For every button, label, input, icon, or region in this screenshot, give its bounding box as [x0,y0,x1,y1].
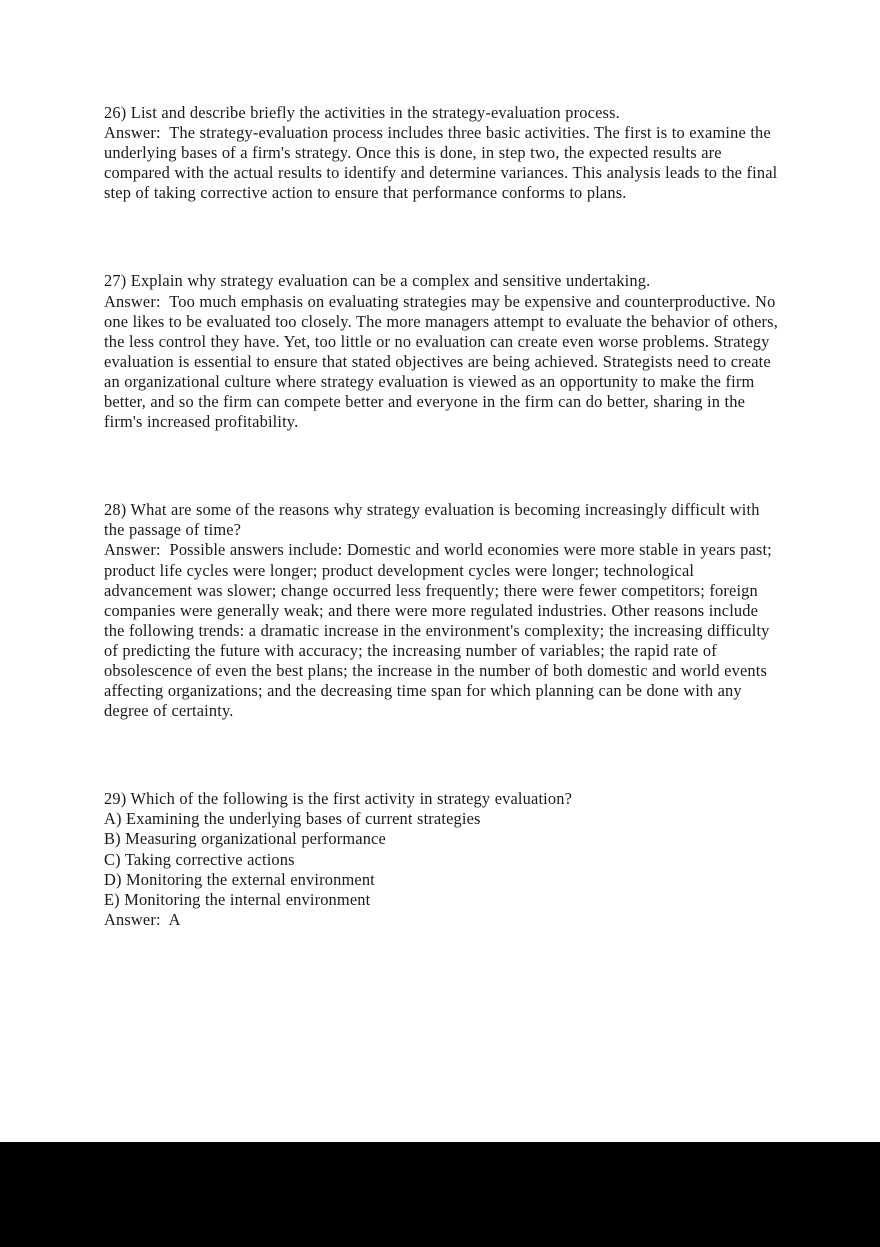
question-block-27 [104,271,783,432]
answer-option-d: D) Monitoring the external environment [104,869,375,889]
question-block-28 [104,500,778,721]
question-prompt: 26) List and describe briefly the activities in the strategy-evaluation process. [104,103,620,122]
answer-option-c: C) Taking corrective actions [104,849,295,869]
question-answer: Answer: Too much emphasis on evaluating strategies may be expensive and counterproductive. No one likes to be evaluated too closely. The more managers attempt to evaluate the behavior of others, the less control they have. Yet, too little or no evaluation can create even worse problems. Strategy evaluation is essential to ensure that stated objectives are being achieved. Strategists need to create an organizational culture where strategy evaluation is viewed as an opportunity to make the firm better, and so the firm can compete better and everyone in the firm can do better, sharing in the firm's increased profitability. [104,291,783,432]
question-block-26 [104,103,782,203]
question-answer: Answer: A [104,909,181,929]
answer-option-a: A) Examining the underlying bases of current strategies [104,809,481,829]
question-prompt: 27) Explain why strategy evaluation can be a complex and sensitive undertaking. [104,271,651,291]
question-block-29 [104,789,778,930]
question-prompt: 28) What are some of the reasons why strategy evaluation is becoming increasingly difficult with the passage of time? [104,500,765,540]
bottom-black-bar [0,1142,880,1247]
question-answer: Answer: The strategy-evaluation process includes three basic activities. The first is to examine the underlying bases of a firm's strategy. Once this is done, in step two, the expected results are compared with the actual results to identify and determine variances. This analysis leads to the final step of taking corrective action to ensure that performance conforms to plans. [104,123,782,203]
document-text-column [104,103,783,930]
question-prompt: 29) Which of the following is the first activity in strategy evaluation? [104,789,573,809]
answer-option-b: B) Measuring organizational performance [104,829,386,849]
answer-option-e: E) Monitoring the internal environment [104,889,371,909]
question-answer: Answer: Possible answers include: Domestic and world economies were more stable in years past; product life cycles were longer; product development cycles were longer; technological advancement was slower; change occurred less frequently; there were fewer competitors; foreign companies were generally weak; and there were more regulated industries. Other reasons include the following trends: a dramatic increase in the environment's complexity; the increasing difficulty of predicting the future with accuracy; the increasing number of variables; the rapid rate of obsolescence of even the best plans; the increase in the number of both domestic and world events affecting organizations; and the decreasing time span for which planning can be done with any degree of certainty. [104,540,777,721]
